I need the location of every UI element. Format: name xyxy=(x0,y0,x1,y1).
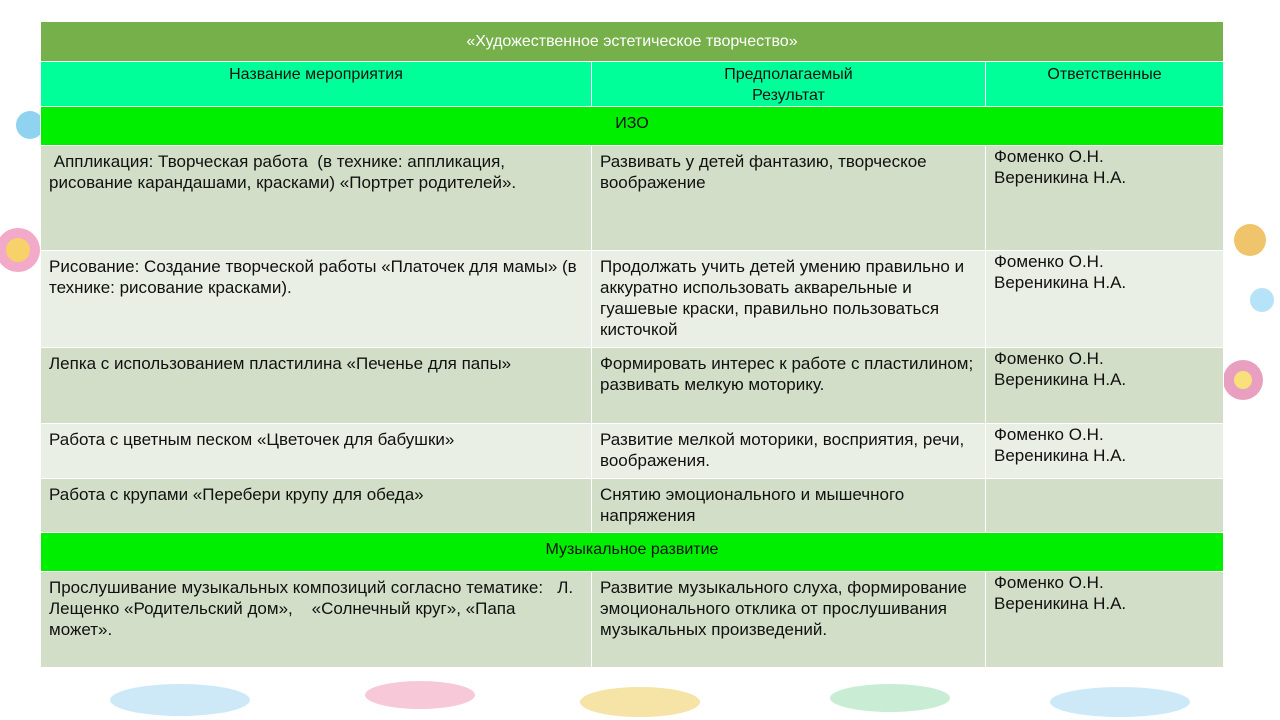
plan-table xyxy=(40,21,1224,668)
column-header-row xyxy=(41,62,1224,107)
event-cell: Прослушивание музыкальных композиций согласно тематике: Л. Лещенко «Родительский дом», «Солнечный круг», «Папа может». xyxy=(41,572,592,668)
responsible-cell: Фоменко О.Н. Вереникина Н.А. xyxy=(986,251,1224,348)
result-cell: Снятию эмоционального и мышечного напряжения xyxy=(592,479,986,533)
table-row xyxy=(41,424,1224,479)
responsible-cell: Фоменко О.Н. Вереникина Н.А. xyxy=(986,348,1224,424)
table-row xyxy=(41,572,1224,668)
event-cell: Работа с цветным песком «Цветочек для бабушки» xyxy=(41,424,592,479)
table-row xyxy=(41,348,1224,424)
event-cell: Лепка с использованием пластилина «Печенье для папы» xyxy=(41,348,592,424)
responsible-cell: Фоменко О.Н. Вереникина Н.А. xyxy=(986,572,1224,668)
responsible-cell: Фоменко О.Н. Вереникина Н.А. xyxy=(986,424,1224,479)
result-cell: Развитие музыкального слуха, формирование эмоционального отклика от прослушивания музыкальных произведений. xyxy=(592,572,986,668)
section-row-izo xyxy=(41,107,1224,146)
result-cell: Формировать интерес к работе с пластилином; развивать мелкую моторику. xyxy=(592,348,986,424)
table-row xyxy=(41,479,1224,533)
result-cell: Развивать у детей фантазию, творческое воображение xyxy=(592,146,986,251)
table-title: «Художественное эстетическое творчество» xyxy=(41,22,1224,62)
result-cell: Продолжать учить детей умению правильно и аккуратно использовать акварельные и гуашевые краски, правильно пользоваться кисточкой xyxy=(592,251,986,348)
header-event: Название мероприятия xyxy=(41,62,592,107)
header-result: Предполагаемый Результат xyxy=(592,62,986,107)
responsible-cell xyxy=(986,479,1224,533)
responsible-cell: Фоменко О.Н. Вереникина Н.А. xyxy=(986,146,1224,251)
section-title: Музыкальное развитие xyxy=(41,533,1224,572)
header-responsible: Ответственные xyxy=(986,62,1224,107)
right-flower-icon xyxy=(1223,224,1274,400)
left-flower-icon xyxy=(0,111,44,272)
event-cell: Рисование: Создание творческой работы «Платочек для мамы» (в технике: рисование красками). xyxy=(41,251,592,348)
table-title-row xyxy=(41,22,1224,62)
section-row-music xyxy=(41,533,1224,572)
event-cell: Аппликация: Творческая работа (в технике: аппликация, рисование карандашами, красками) «Портрет родителей». xyxy=(41,146,592,251)
event-cell: Работа с крупами «Перебери крупу для обеда» xyxy=(41,479,592,533)
table-row xyxy=(41,251,1224,348)
result-cell: Развитие мелкой моторики, восприятия, речи, воображения. xyxy=(592,424,986,479)
table-row xyxy=(41,146,1224,251)
bottom-decoration-icon xyxy=(110,681,1190,717)
section-title: ИЗО xyxy=(41,107,1224,146)
